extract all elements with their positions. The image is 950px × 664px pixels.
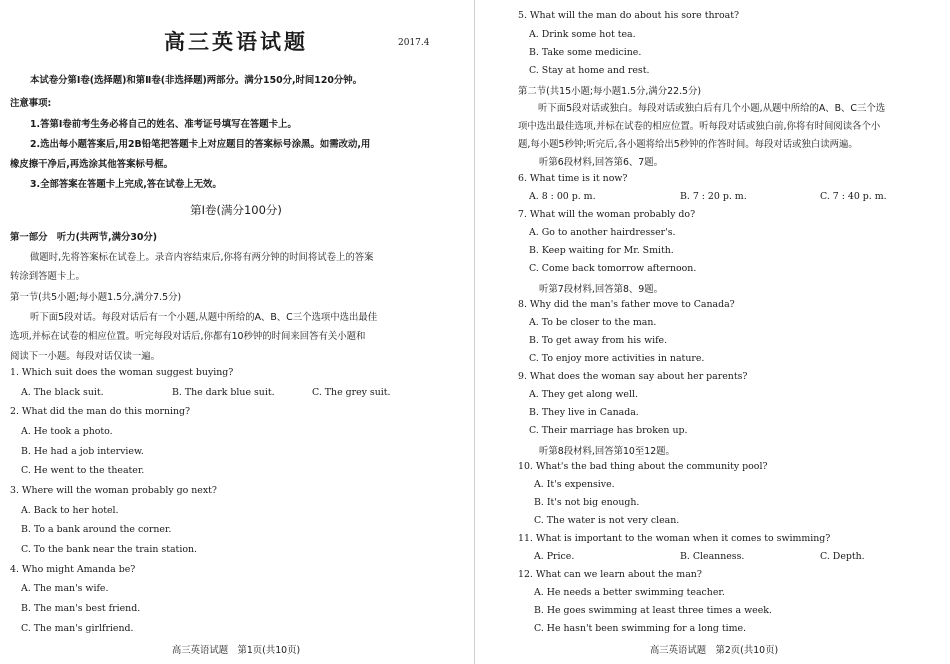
option-2c: C. He went to the theater. — [21, 465, 145, 476]
question-1: 1. Which suit does the woman suggest buying? — [10, 367, 234, 378]
page-footer: 高三英语试题 第2页(共10页) — [649, 645, 779, 656]
instruction-line: 转涂到答题卡上。 — [10, 271, 86, 282]
option-8b: B. To get away from his wife. — [529, 335, 668, 346]
question-6: 6. What time is it now? — [518, 173, 628, 184]
instruction-line: 题,每小题5秒钟;听完后,各小题将给出5秒钟的作答时间。每段对话或独白读两遍。 — [518, 139, 858, 150]
option-12b: B. He goes swimming at least three times a week. — [534, 605, 772, 616]
option-10a: A. It's expensive. — [534, 479, 615, 490]
option-1c: C. The grey suit. — [312, 387, 391, 398]
option-8c: C. To enjoy more activities in nature. — [529, 353, 705, 364]
instruction-line: 选项,并标在试卷的相应位置。听完每段对话后,你都有10秒钟的时间来回答有关小题和 — [10, 331, 366, 342]
option-10b: B. It's not big enough. — [534, 497, 640, 508]
material-6: 听第6段材料,回答第6、7题。 — [539, 157, 664, 168]
option-11a: A. Price. — [534, 551, 575, 562]
option-5b: B. Take some medicine. — [529, 47, 642, 58]
note-line: 2.选出每小题答案后,用2B铅笔把答题卡上对应题目的答案标号涂黑。如需改动,用 — [30, 139, 371, 150]
option-4a: A. The man's wife. — [21, 583, 109, 594]
instruction-line: 阅读下一小题。每段对话仅读一遍。 — [10, 351, 161, 362]
notes-heading: 注意事项: — [10, 98, 52, 109]
material-8: 听第8段材料,回答第10至12题。 — [539, 446, 675, 457]
question-7: 7. What will the woman probably do? — [518, 209, 696, 220]
option-5a: A. Drink some hot tea. — [529, 29, 636, 40]
note-line: 橡皮擦干净后,再选涂其他答案标号框。 — [10, 159, 173, 170]
question-8: 8. Why did the man's father move to Canada? — [518, 299, 735, 310]
instruction-line: 项中选出最佳选项,并标在试卷的相应位置。听每段对话或独白前,你将有时间阅读各个小 — [518, 121, 881, 132]
page-divider — [474, 0, 475, 664]
option-11b: B. Cleanness. — [680, 551, 745, 562]
material-7: 听第7段材料,回答第8、9题。 — [539, 284, 664, 295]
question-12: 12. What can we learn about the man? — [518, 569, 702, 580]
option-6c: C. 7 : 40 p. m. — [820, 191, 887, 202]
page-1 — [0, 0, 472, 664]
question-4: 4. Who might Amanda be? — [10, 564, 136, 575]
question-5: 5. What will the man do about his sore throat? — [518, 10, 740, 21]
option-3a: A. Back to her hotel. — [21, 505, 119, 516]
option-1a: A. The black suit. — [21, 387, 104, 398]
sec2-heading: 第二节(共15小题;每小题1.5分,满分22.5分) — [518, 86, 702, 97]
option-4c: C. The man's girlfriend. — [21, 623, 134, 634]
page-2 — [478, 0, 950, 664]
option-12c: C. He hasn't been swimming for a long time. — [534, 623, 747, 634]
option-7a: A. Go to another hairdresser's. — [529, 227, 676, 238]
option-9c: C. Their marriage has broken up. — [529, 425, 688, 436]
option-3b: B. To a bank around the corner. — [21, 524, 172, 535]
question-3: 3. Where will the woman probably go next? — [10, 485, 217, 496]
option-5c: C. Stay at home and rest. — [529, 65, 650, 76]
option-6b: B. 7 : 20 p. m. — [680, 191, 747, 202]
sec1-heading: 第一节(共5小题;每小题1.5分,满分7.5分) — [10, 292, 182, 303]
option-7b: B. Keep waiting for Mr. Smith. — [529, 245, 674, 256]
exam-date: 2017.4 — [398, 38, 430, 48]
note-line: 3.全部答案在答题卡上完成,答在试卷上无效。 — [30, 179, 222, 190]
option-3c: C. To the bank near the train station. — [21, 544, 197, 555]
option-1b: B. The dark blue suit. — [172, 387, 275, 398]
option-9b: B. They live in Canada. — [529, 407, 639, 418]
question-10: 10. What's the bad thing about the community pool? — [518, 461, 768, 472]
page-footer: 高三英语试题 第1页(共10页) — [171, 645, 301, 656]
option-6a: A. 8 : 00 p. m. — [529, 191, 596, 202]
option-9a: A. They get along well. — [529, 389, 638, 400]
option-2a: A. He took a photo. — [21, 426, 113, 437]
instruction-line: 做题时,先将答案标在试卷上。录音内容结束后,你将有两分钟的时间将试卷上的答案 — [30, 252, 374, 263]
option-4b: B. The man's best friend. — [21, 603, 141, 614]
exam-intro: 本试卷分第Ⅰ卷(选择题)和第Ⅱ卷(非选择题)两部分。满分150分,时间120分钟。 — [30, 75, 363, 86]
option-7c: C. Come back tomorrow afternoon. — [529, 263, 697, 274]
question-2: 2. What did the man do this morning? — [10, 406, 191, 417]
option-2b: B. He had a job interview. — [21, 446, 144, 457]
instruction-line: 听下面5段对话。每段对话后有一个小题,从题中所给的A、B、C三个选项中选出最佳 — [30, 312, 378, 323]
section-title: 第Ⅰ卷(满分100分) — [190, 203, 282, 217]
question-11: 11. What is important to the woman when it comes to swimming? — [518, 533, 831, 544]
part1-heading: 第一部分 听力(共两节,满分30分) — [10, 232, 158, 243]
exam-title: 高三英语试题 — [164, 30, 308, 54]
note-line: 1.答第Ⅰ卷前考生务必将自己的姓名、准考证号填写在答题卡上。 — [30, 119, 297, 130]
instruction-line: 听下面5段对话或独白。每段对话或独白后有几个小题,从题中所给的A、B、C三个选 — [538, 103, 886, 114]
option-12a: A. He needs a better swimming teacher. — [534, 587, 725, 598]
question-9: 9. What does the woman say about her parents? — [518, 371, 748, 382]
option-8a: A. To be closer to the man. — [529, 317, 657, 328]
option-11c: C. Depth. — [820, 551, 865, 562]
option-10c: C. The water is not very clean. — [534, 515, 680, 526]
